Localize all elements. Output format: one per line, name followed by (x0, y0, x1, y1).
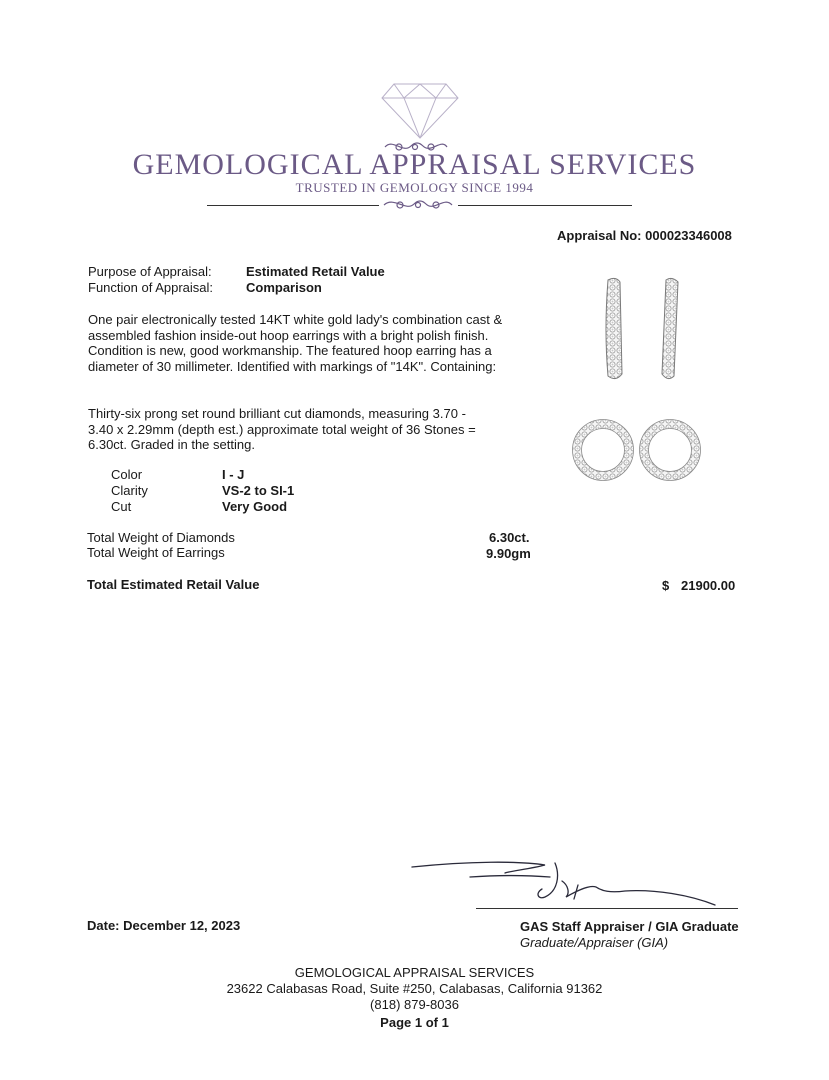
purpose-label: Purpose of Appraisal: (88, 264, 212, 279)
grade-cut-value: Very Good (222, 499, 288, 514)
signature-line (476, 908, 738, 909)
logo-rule-right (458, 205, 632, 206)
appraiser-signature (410, 855, 740, 915)
total-earrings-label: Total Weight of Earrings (87, 545, 225, 560)
grade-clarity-label: Clarity (111, 483, 148, 498)
footer-phone: (818) 879-8036 (370, 997, 459, 1012)
function-value: Comparison (246, 280, 322, 295)
grade-clarity-value: VS-2 to SI-1 (222, 483, 295, 498)
item-description: One pair electronically tested 14KT white gold lady's combination cast & assembled fashion inside-out hoop earrings with a bright polish finish. Condition is new, good workmanship. The featured hoop earring has a diameter of 30 millimeter. Identified with markings of "14K". Containing: (88, 312, 503, 374)
grade-color-value: I - J (222, 467, 245, 482)
stones-description: Thirty-six prong set round brilliant cut diamonds, measuring 3.70 - 3.40 x 2.29mm (depth est.) approximate total weight of 36 Stones = 6.30ct. Graded in the setting. (88, 406, 476, 452)
logo-rule-left (207, 205, 379, 206)
total-earrings-value: 9.90gm (486, 546, 531, 561)
signer-subtitle: Graduate/Appraiser (GIA) (520, 935, 669, 950)
retail-currency: $ (662, 578, 670, 593)
earrings-photo (560, 270, 720, 500)
purpose-value: Estimated Retail Value (246, 264, 385, 279)
total-diamonds-label: Total Weight of Diamonds (87, 530, 235, 545)
signer-title: GAS Staff Appraiser / GIA Graduate (520, 919, 739, 934)
grade-cut-label: Cut (111, 499, 132, 514)
retail-amount: 21900.00 (681, 578, 736, 593)
logo-title: GEMOLOGICAL APPRAISAL SERVICES (132, 148, 697, 181)
footer-company: GEMOLOGICAL APPRAISAL SERVICES (294, 965, 535, 980)
total-diamonds-value: 6.30ct. (489, 530, 530, 545)
appraisal-number: Appraisal No: 000023346008 (557, 228, 732, 243)
bottom-ornament-icon (378, 196, 458, 214)
footer-address: 23622 Calabasas Road, Suite #250, Calabasas, California 91362 (226, 981, 603, 996)
logo-tagline: TRUSTED IN GEMOLOGY SINCE 1994 (295, 180, 534, 195)
retail-value-label: Total Estimated Retail Value (87, 577, 260, 592)
diamond-logo-icon (380, 80, 460, 142)
function-label: Function of Appraisal: (88, 280, 214, 295)
appraisal-date: Date: December 12, 2023 (87, 918, 241, 933)
page-number: Page 1 of 1 (380, 1015, 449, 1030)
grade-color-label: Color (111, 467, 143, 482)
